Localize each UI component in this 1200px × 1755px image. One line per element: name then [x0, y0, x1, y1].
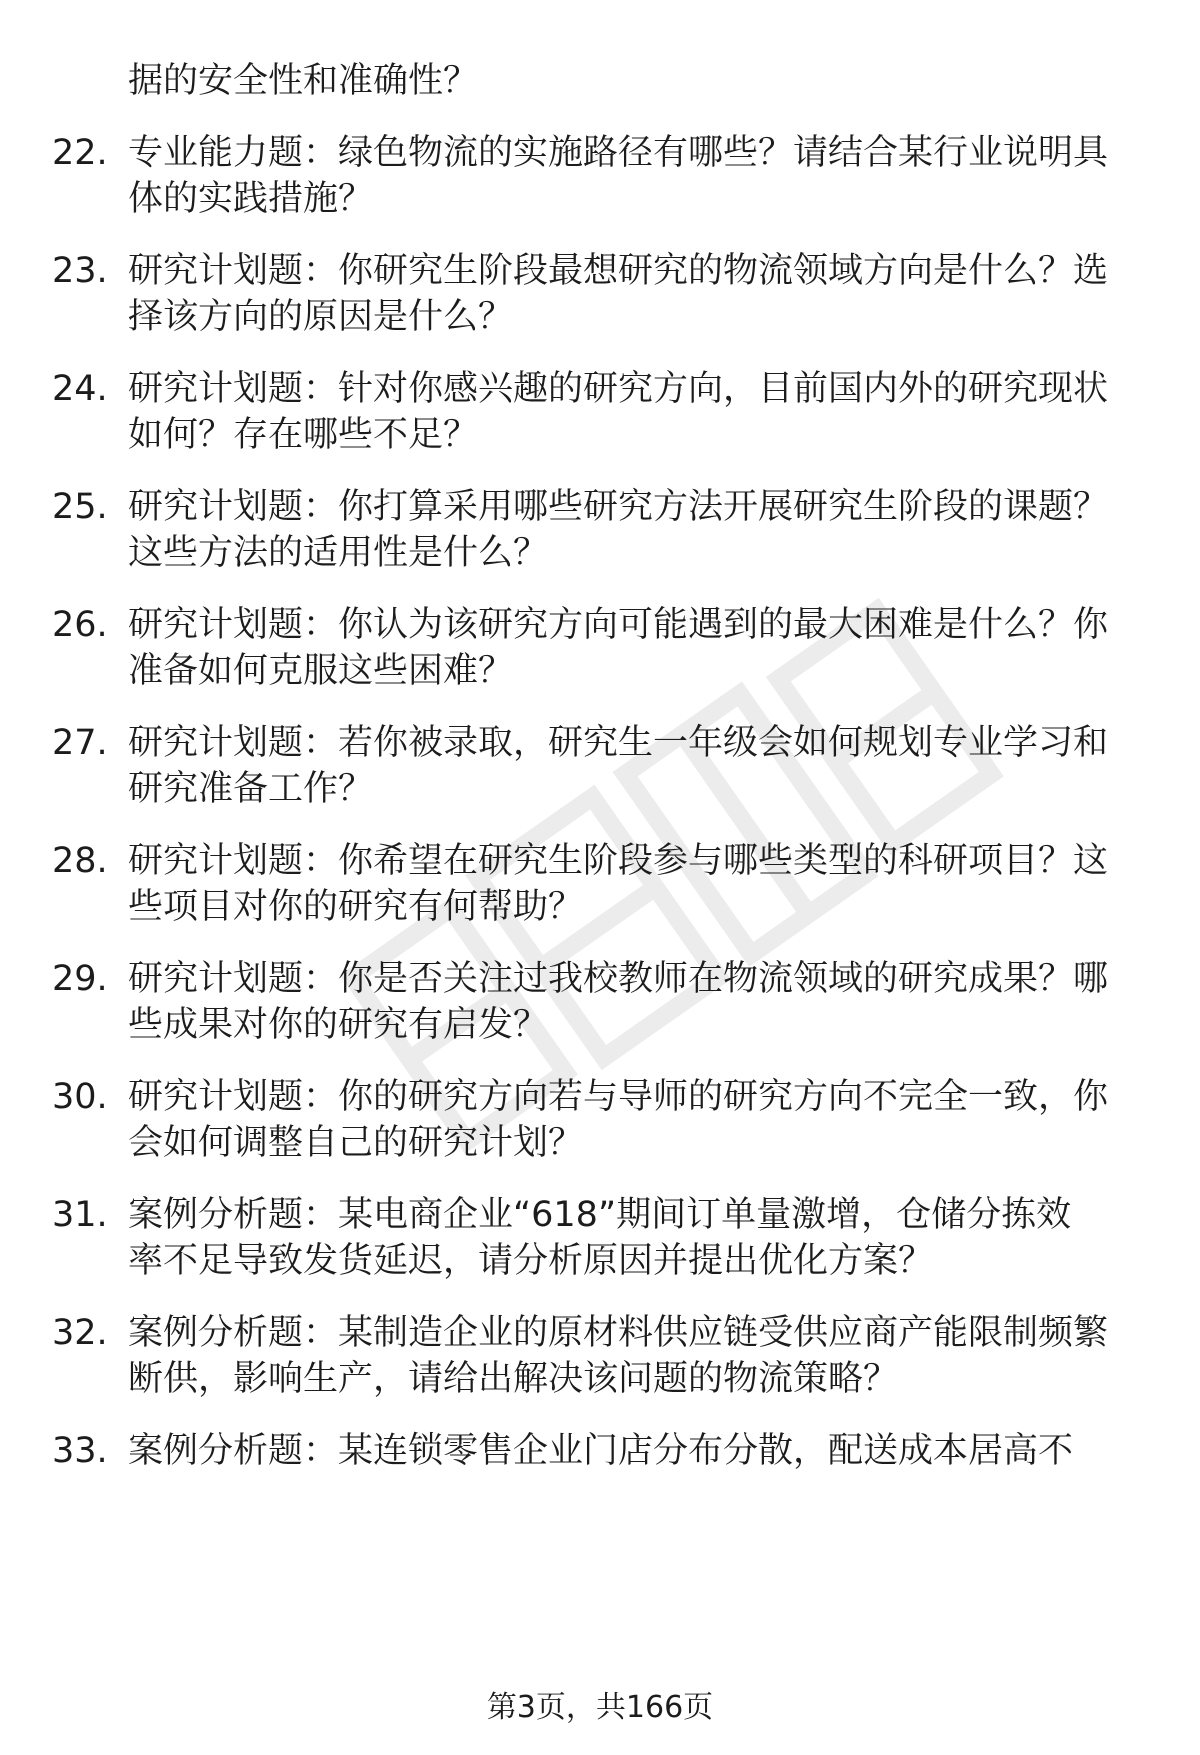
- page-footer: 第3页，共166页: [486, 1690, 714, 1725]
- item-line1: 案例分析题：某连锁零售企业门店分布分散，配送成本居高不: [128, 1431, 1074, 1471]
- item-line2: 断供，影响生产，请给出解决该问题的物流策略？: [128, 1359, 899, 1399]
- item-line1: 专业能力题：绿色物流的实施路径有哪些？请结合某行业说明具: [128, 133, 1109, 173]
- item-number: 33.: [52, 1431, 108, 1471]
- continuation-text: 据的安全性和准确性？: [128, 61, 479, 101]
- item-number: 23.: [52, 251, 108, 291]
- item-number: 24.: [52, 369, 108, 409]
- item-line2: 体的实践措施？: [128, 179, 374, 219]
- item-line1: 研究计划题：你的研究方向若与导师的研究方向不完全一致，你: [128, 1077, 1109, 1117]
- item-line1: 研究计划题：你希望在研究生阶段参与哪些类型的科研项目？这: [128, 841, 1109, 881]
- item-number: 30.: [52, 1077, 108, 1117]
- item-line1: 研究计划题：若你被录取，研究生一年级会如何规划专业学习和: [128, 723, 1109, 763]
- item-line1: 研究计划题：你打算采用哪些研究方法开展研究生阶段的课题？: [128, 487, 1109, 527]
- item-number: 31.: [52, 1195, 108, 1235]
- item-number: 29.: [52, 959, 108, 999]
- item-number: 32.: [52, 1313, 108, 1353]
- item-line2: 择该方向的原因是什么？: [128, 297, 514, 337]
- item-line2: 这些方法的适用性是什么？: [128, 533, 549, 573]
- item-line1: 研究计划题：针对你感兴趣的研究方向，目前国内外的研究现状: [128, 369, 1109, 409]
- item-number: 26.: [52, 605, 108, 645]
- item-line2: 些项目对你的研究有何帮助？: [128, 887, 584, 927]
- item-line1: 研究计划题：你认为该研究方向可能遇到的最大困难是什么？你: [128, 605, 1109, 645]
- item-line2: 如何？存在哪些不足？: [128, 415, 479, 455]
- item-line2: 些成果对你的研究有启发？: [128, 1005, 549, 1045]
- item-line2: 率不足导致发货延迟，请分析原因并提出优化方案？: [128, 1241, 934, 1281]
- item-line1: 案例分析题：某电商企业“618”期间订单量激增，仓储分拣效: [128, 1195, 1072, 1235]
- item-number: 27.: [52, 723, 108, 763]
- item-line2: 会如何调整自己的研究计划？: [128, 1123, 584, 1163]
- item-line2: 研究准备工作？: [128, 769, 374, 809]
- item-line1: 研究计划题：你是否关注过我校教师在物流领域的研究成果？哪: [128, 959, 1109, 999]
- item-line2: 准备如何克服这些困难？: [128, 651, 514, 691]
- item-line1: 研究计划题：你研究生阶段最想研究的物流领域方向是什么？选: [128, 251, 1109, 291]
- item-number: 22.: [52, 133, 108, 173]
- item-number: 28.: [52, 841, 108, 881]
- item-number: 25.: [52, 487, 108, 527]
- item-line1: 案例分析题：某制造企业的原材料供应链受供应商产能限制频繁: [128, 1313, 1109, 1353]
